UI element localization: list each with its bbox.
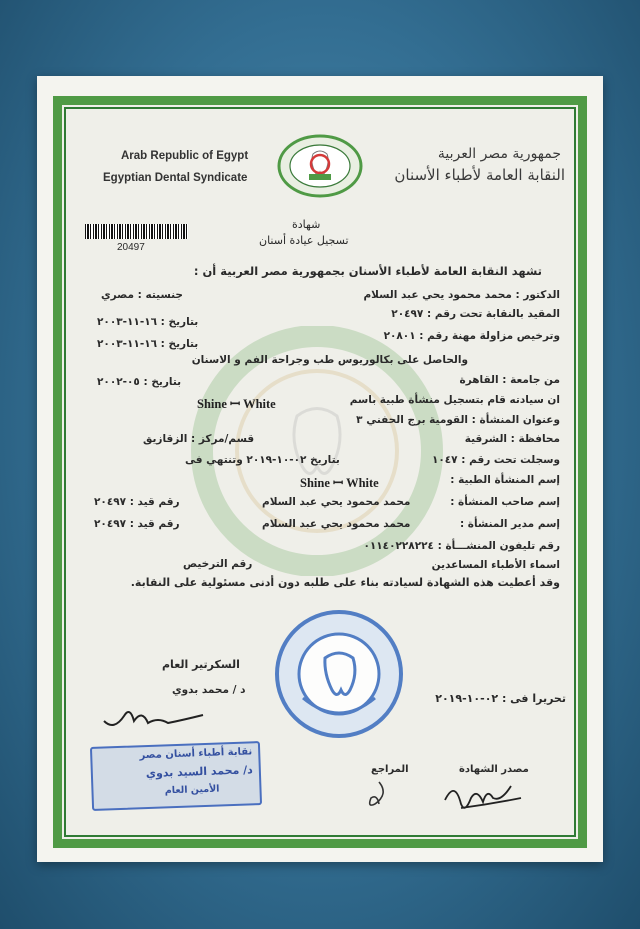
facility-registration-line: ان سيادته قام بتسجيل منشأة طبية باسم: [349, 394, 560, 406]
recorded-line: وسجلت تحت رقم : ١٠٤٧: [431, 454, 560, 466]
header-en-country: Arab Republic of Egypt: [121, 150, 249, 162]
address-line: وعنوان المنشأة : القومية برج الحفني ٣: [356, 414, 560, 426]
secretary-title: السكرتير العام: [162, 658, 240, 671]
issue-date: تحريرا فى : ٠٢-١٠-٢٠١٩: [435, 692, 566, 705]
secretary-name: د / محمد بدوي: [172, 684, 246, 696]
nationality-line: جنسيته : مصري: [101, 289, 183, 301]
registration-line: المقيد بالنقابة تحت رقم : ٢٠٤٩٧: [391, 308, 560, 320]
secretary-stamp: [90, 741, 262, 811]
certificate-sheet: [37, 76, 603, 862]
recorded-date: بتاريخ ٠٢-١٠-٢٠١٩ وتنتهي فى: [185, 454, 340, 466]
owner-reg: رقم قيد : ٢٠٤٩٧: [94, 496, 180, 508]
blue-seal-icon: [273, 608, 405, 740]
header-en-syndicate: Egyptian Dental Syndicate: [103, 172, 248, 184]
stamp-line-1: نقابة أطباء أسنان مصر: [139, 746, 253, 762]
license-number-label: رقم الترخيص: [183, 558, 253, 570]
certificate-title: شهادة: [292, 218, 321, 231]
barcode-icon: [85, 224, 188, 239]
stamp-line-3: الأمين العام: [164, 783, 220, 797]
owner-label: إسم صاحب المنشأة :: [450, 496, 560, 508]
issuer-signature-icon: [437, 774, 537, 818]
barcode-number: 20497: [117, 242, 145, 253]
assistants-line: اسماء الأطباء المساعدين: [431, 559, 560, 571]
degree-date: بتاريخ : ٠٥-٢٠٠٢: [97, 376, 182, 388]
governorate-line: محافظة : الشرقية: [464, 433, 560, 445]
phone-line: رقم تليفون المنشـــأة : ٠١١٤٠٢٢٨٢٢٤: [363, 540, 560, 552]
facility-label: إسم المنشأة الطبية :: [450, 474, 560, 486]
registration-date: بتاريخ : ١٦-١١-٢٠٠٣: [97, 316, 199, 328]
license-line: وترخيص مزاولة مهنة رقم : ٢٠٨٠١: [383, 330, 560, 342]
issuer-label: مصدر الشهادة: [459, 764, 529, 775]
license-date: بتاريخ : ١٦-١١-٢٠٠٣: [97, 338, 199, 350]
owner-name: محمد محمود يحي عبد السلام: [262, 496, 411, 508]
facility-name-2: Shine ꟷ White: [300, 476, 379, 490]
district-line: قسم/مركز : الزقازيق: [143, 433, 255, 445]
manager-reg: رقم قيد : ٢٠٤٩٧: [94, 518, 180, 530]
manager-name: محمد محمود يحي عبد السلام: [262, 518, 411, 530]
doctor-line: الدكتور : محمد محمود يحي عبد السلام: [363, 289, 560, 301]
stamp-line-2: د/ محمد السيد بدوي: [145, 763, 254, 781]
disclaimer-line: وقد أعطيت هذه الشهادة لسيادته بناء على طلبه دون أدنى مسئولية على النقابة.: [130, 576, 560, 589]
secretary-signature-icon: [99, 691, 209, 731]
intro-line: تشهد النقابة العامة لأطباء الأسنان بجمهورية مصر العربية أن :: [193, 264, 542, 278]
manager-label: إسم مدير المنشأة :: [459, 518, 560, 530]
facility-name: Shine ꟷ White: [197, 397, 276, 411]
syndicate-logo-icon: [277, 134, 363, 198]
reviewer-signature-icon: [359, 778, 399, 814]
certificate-subtitle: تسجيل عيادة أسنان: [259, 234, 349, 247]
reviewer-label: المراجع: [371, 764, 409, 775]
degree-line: والحاصل على بكالوريوس طب وجراحة الفم و الاسنان: [191, 354, 468, 366]
header-ar-syndicate: النقابة العامة لأطباء الأسنان: [394, 166, 565, 184]
header-ar-country: جمهورية مصر العربية: [437, 146, 561, 162]
university-line: من جامعة : القاهرة: [459, 374, 560, 386]
